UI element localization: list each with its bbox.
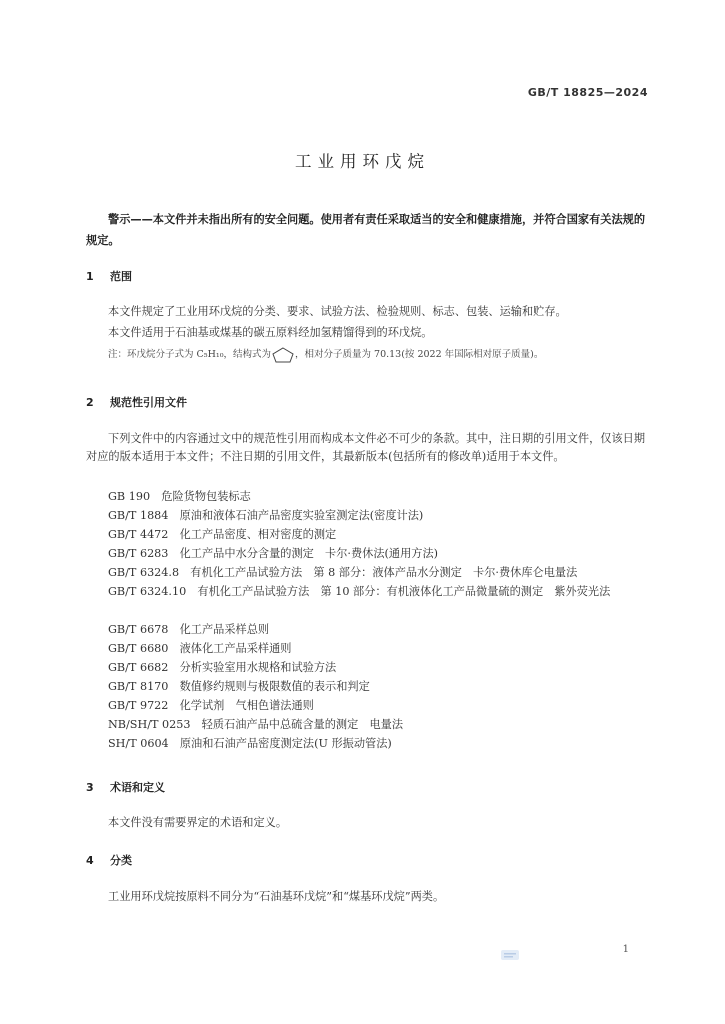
reference-item: GB 190 危险货物包装标志 bbox=[108, 490, 251, 503]
reference-item: GB/T 6324.8 有机化工产品试验方法 第 8 部分：液体产品水分测定 卡尔·费休库仑电量法 bbox=[108, 566, 578, 579]
note-text-a: 注：环戊烷分子式为 C₅H₁₀，结构式为 bbox=[108, 349, 271, 360]
reference-item: GB/T 4472 化工产品密度、相对密度的测定 bbox=[108, 528, 337, 541]
scope-paragraph-2: 本文件适用于石油基或煤基的碳五原料经加氢精馏得到的环戊烷。 bbox=[108, 326, 433, 339]
reference-item: GB/T 6678 化工产品采样总则 bbox=[108, 623, 270, 636]
section-1-heading bbox=[86, 268, 132, 284]
cyclopentane-structure-icon bbox=[271, 347, 295, 363]
reference-item: GB/T 1884 原油和液体石油产品密度实验室测定法(密度计法) bbox=[108, 509, 424, 522]
scope-paragraph-1: 本文件规定了工业用环戊烷的分类、要求、试验方法、检验规则、标志、包装、运输和贮存。 bbox=[108, 305, 567, 318]
section-number: 1 bbox=[86, 270, 94, 283]
document-title: 工业用环戊烷 bbox=[295, 152, 430, 171]
scope-note bbox=[108, 346, 543, 363]
section-title: 术语和定义 bbox=[110, 781, 165, 794]
classification-paragraph: 工业用环戊烷按原料不同分为“石油基环戊烷”和“煤基环戊烷”两类。 bbox=[108, 890, 445, 903]
page-number: 1 bbox=[622, 944, 629, 955]
standard-code: GB/T 18825—2024 bbox=[527, 86, 648, 99]
note-text-b: ，相对分子质量为 70.13(按 2022 年国际相对原子质量)。 bbox=[295, 349, 544, 360]
section-title: 范围 bbox=[110, 270, 132, 283]
reference-item: GB/T 8170 数值修约规则与极限数值的表示和判定 bbox=[108, 680, 370, 693]
section-title: 规范性引用文件 bbox=[110, 396, 187, 409]
section-2-heading bbox=[86, 394, 187, 410]
reference-item: SH/T 0604 原油和石油产品密度测定法(U 形振动管法) bbox=[108, 737, 392, 750]
section-number: 2 bbox=[86, 396, 94, 409]
reference-item: GB/T 6324.10 有机化工产品试验方法 第 10 部分：有机液体化工产品微量硫的测定 紫外荧光法 bbox=[108, 585, 611, 598]
references-intro: 下列文件中的内容通过文中的规范性引用而构成本文件必不可少的条款。其中，注日期的引用文件，仅该日期对应的版本适用于本文件；不注日期的引用文件，其最新版本(包括所有的修改单)适用于本文件。 bbox=[86, 432, 646, 463]
reference-item: GB/T 6682 分析实验室用水规格和试验方法 bbox=[108, 661, 337, 674]
reference-item: GB/T 6283 化工产品中水分含量的测定 卡尔·费休法(通用方法) bbox=[108, 547, 439, 560]
reference-item: NB/SH/T 0253 轻质石油产品中总硫含量的测定 电量法 bbox=[108, 718, 404, 731]
terms-paragraph: 本文件没有需要界定的术语和定义。 bbox=[108, 816, 288, 829]
reference-item: GB/T 9722 化学试剂 气相色谱法通则 bbox=[108, 699, 314, 712]
section-title: 分类 bbox=[110, 854, 132, 867]
section-number: 3 bbox=[86, 781, 94, 794]
section-3-heading bbox=[86, 779, 165, 795]
reference-item: GB/T 6680 液体化工产品采样通则 bbox=[108, 642, 292, 655]
watermark-logo-icon bbox=[500, 948, 520, 962]
safety-warning: 警示——本文件并未指出所有的安全问题。使用者有责任采取适当的安全和健康措施，并符合国家有关法规的规定。 bbox=[86, 213, 646, 247]
section-number: 4 bbox=[86, 854, 94, 867]
section-4-heading bbox=[86, 852, 132, 868]
